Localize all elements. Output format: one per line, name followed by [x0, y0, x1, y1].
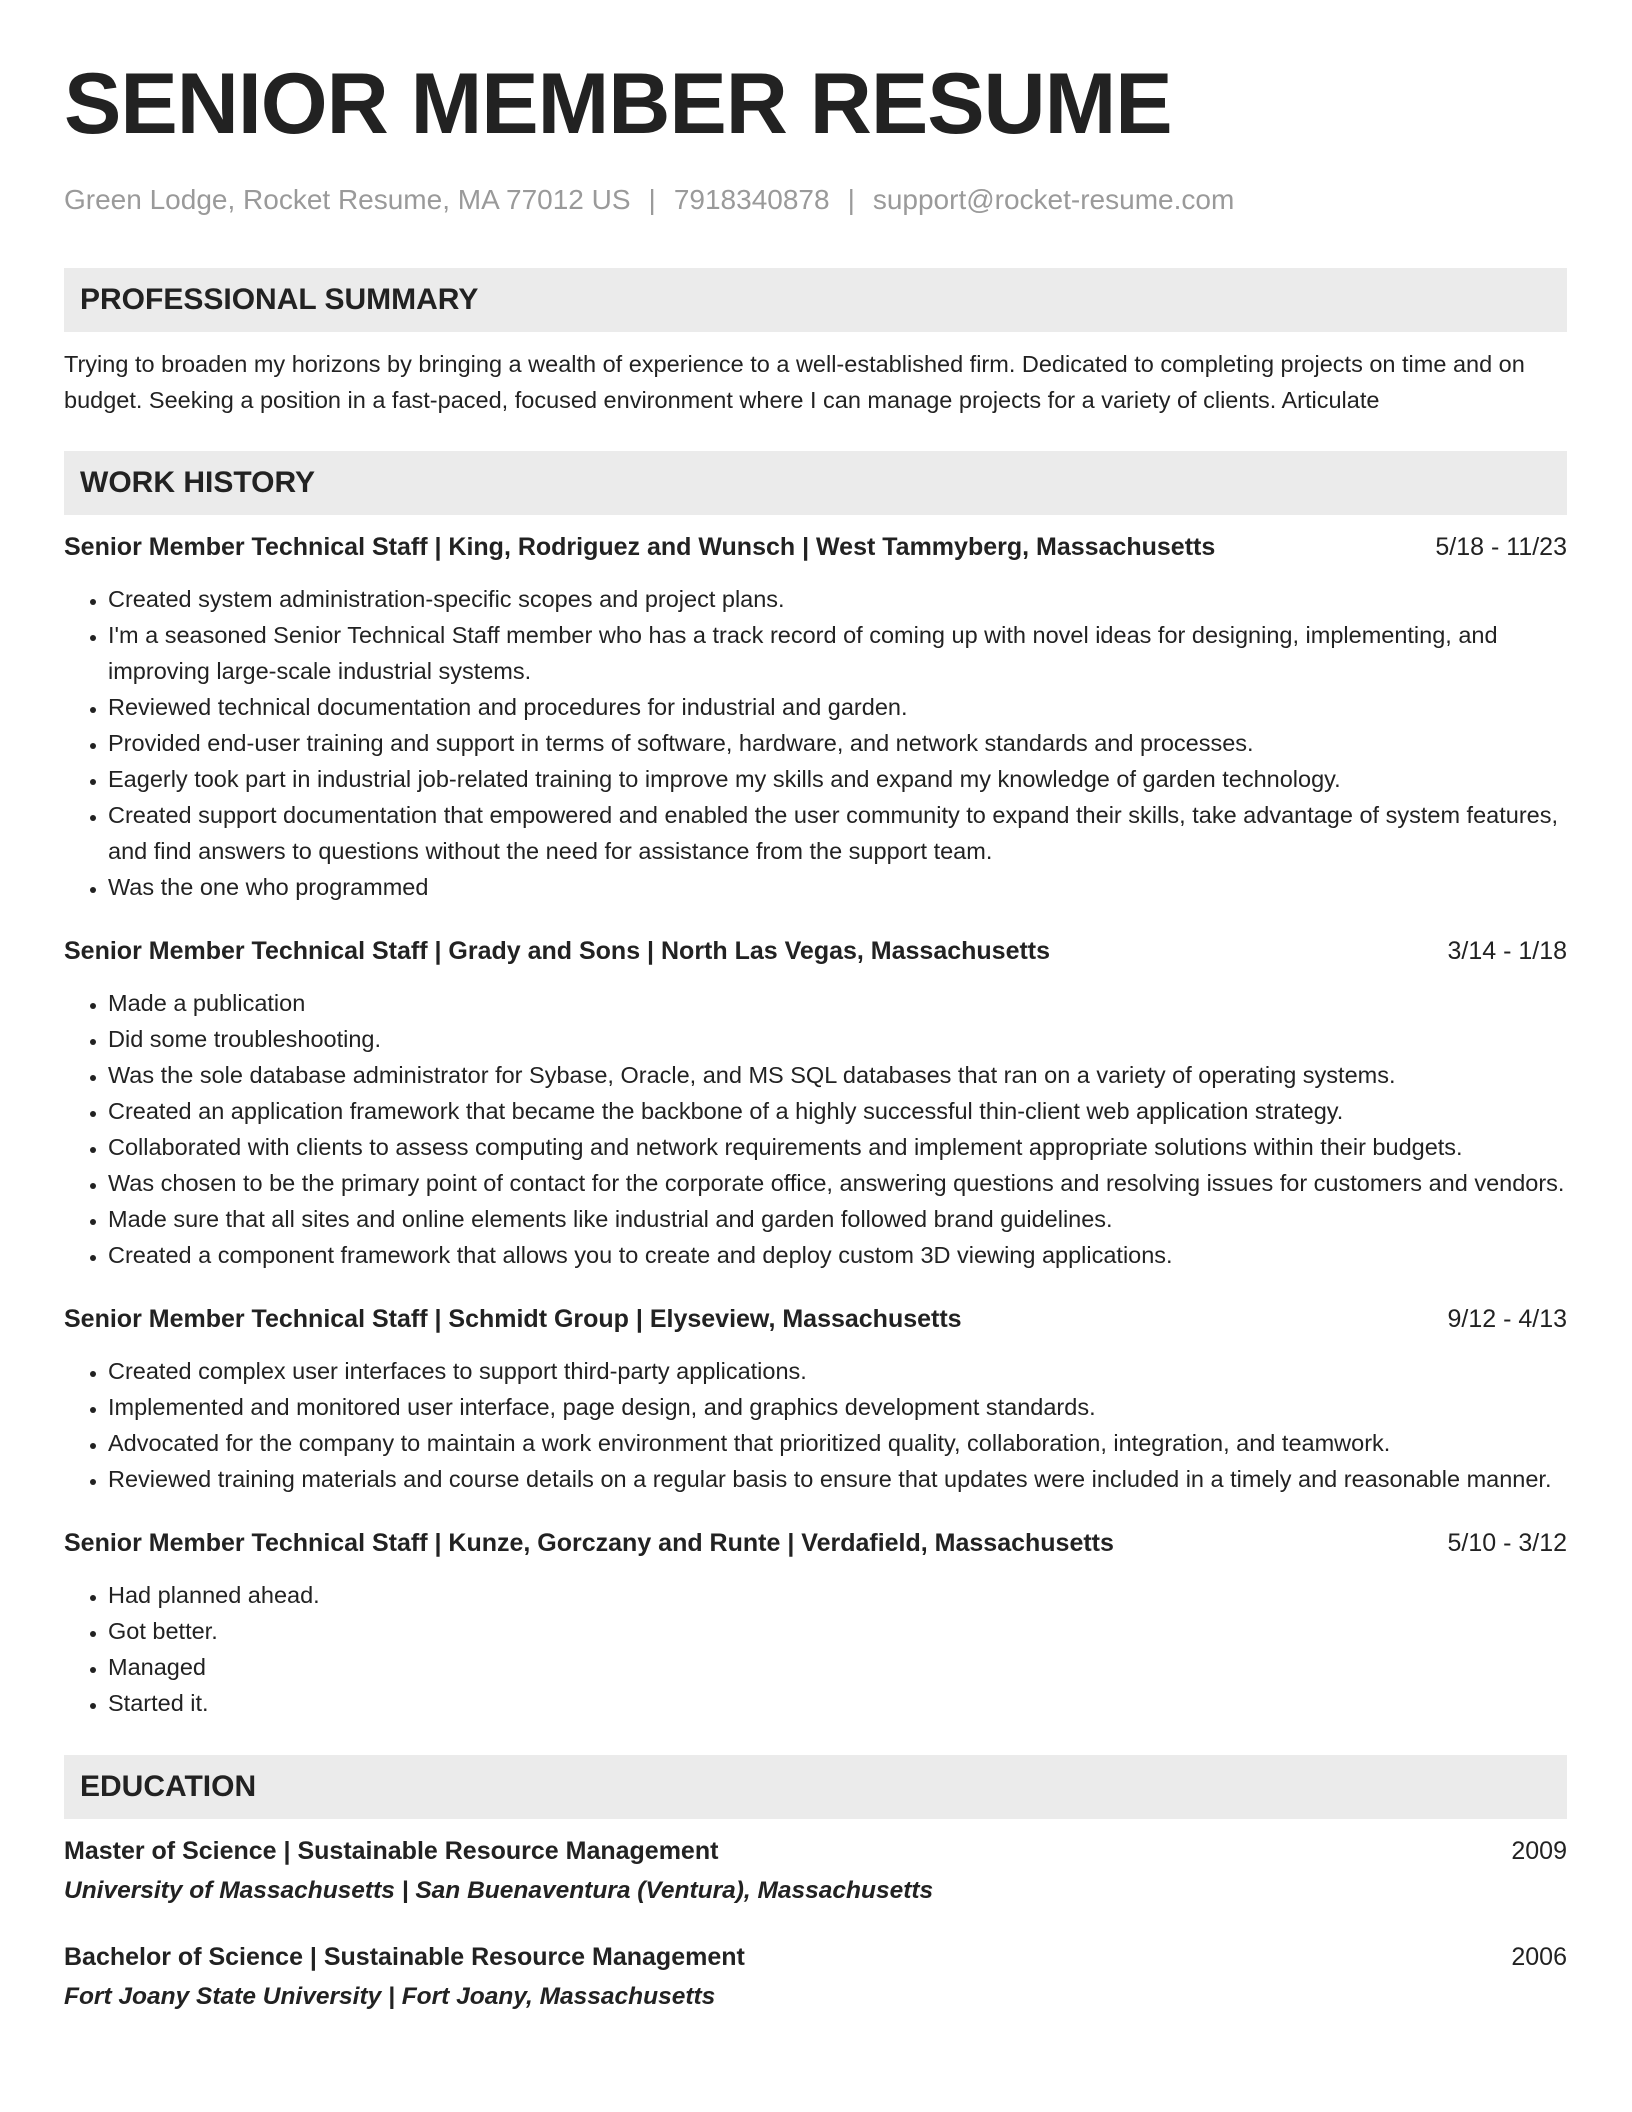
job-bullet: • Advocated for the company to maintain a work environment that prioritized quality, collaboration, integration, and teamwork.	[108, 1425, 1567, 1461]
graduation-year: 2006	[1511, 1943, 1567, 1971]
job-dates: 5/18 - 11/23	[1435, 533, 1567, 561]
school-name: University of Massachusetts | San Buenaventura (Ventura), Massachusetts	[64, 1877, 934, 1904]
job-title: Senior Member Technical Staff | Schmidt Group | Elyseview, Massachusetts	[64, 1305, 962, 1333]
education-heading: EDUCATION	[64, 1755, 1567, 1819]
job-bullet: • Had planned ahead.	[108, 1577, 1567, 1613]
job-bullet: • Made sure that all sites and online elements like industrial and garden followed brand guidelines.	[108, 1201, 1567, 1237]
contact-separator: |	[648, 184, 656, 215]
job-bullet: • Created an application framework that became the backbone of a highly successful thin-client web application strategy.	[108, 1093, 1567, 1129]
job-header	[64, 1525, 1567, 1561]
job-bullet: • Started it.	[108, 1685, 1567, 1721]
job-bullets	[64, 985, 1567, 1273]
summary-heading: PROFESSIONAL SUMMARY	[64, 268, 1567, 332]
job-dates: 3/14 - 1/18	[1447, 937, 1567, 965]
job-bullet: • Managed	[108, 1649, 1567, 1685]
degree-title: Bachelor of Science | Sustainable Resource Management	[64, 1943, 745, 1971]
job-dates: 9/12 - 4/13	[1447, 1305, 1567, 1333]
job-title: Senior Member Technical Staff | King, Rodriguez and Wunsch | West Tammyberg, Massachusetts	[64, 533, 1216, 561]
job-bullet: • Was the sole database administrator for Sybase, Oracle, and MS SQL databases that ran on a variety of operating systems.	[108, 1057, 1567, 1093]
job-bullet: • Collaborated with clients to assess computing and network requirements and implement appropriate solutions within their budgets.	[108, 1129, 1567, 1165]
degree-title: Master of Science | Sustainable Resource Management	[64, 1837, 719, 1865]
job-dates: 5/10 - 3/12	[1447, 1529, 1567, 1557]
job-bullet: • Made a publication	[108, 985, 1567, 1021]
contact-address: Green Lodge, Rocket Resume, MA 77012 US	[64, 184, 631, 215]
job-bullet: • Reviewed technical documentation and procedures for industrial and garden.	[108, 689, 1567, 725]
contact-email: support@rocket-resume.com	[872, 184, 1235, 215]
contact-line	[64, 182, 1567, 218]
job-bullets	[64, 1353, 1567, 1497]
education-entry	[64, 1939, 1567, 2015]
graduation-year: 2009	[1511, 1837, 1567, 1865]
job-bullet: • Reviewed training materials and course details on a regular basis to ensure that updates were included in a timely and reasonable manner.	[108, 1461, 1567, 1497]
job-title: Senior Member Technical Staff | Grady and Sons | North Las Vegas, Massachusetts	[64, 937, 1051, 965]
job-bullet: • Did some troubleshooting.	[108, 1021, 1567, 1057]
job-bullet: • Provided end-user training and support in terms of software, hardware, and network standards and processes.	[108, 725, 1567, 761]
job-entry	[64, 933, 1567, 1273]
job-bullets	[64, 581, 1567, 905]
job-entry	[64, 1301, 1567, 1497]
job-bullet: • Created support documentation that empowered and enabled the user community to expand their skills, take advantage of system features, and find answers to questions without the need for assistance from the support team.	[108, 797, 1567, 869]
job-bullet: • Eagerly took part in industrial job-related training to improve my skills and expand my knowledge of garden technology.	[108, 761, 1567, 797]
education-header	[64, 1939, 1567, 1975]
job-bullet: • Was the one who programmed	[108, 869, 1567, 905]
job-entry	[64, 529, 1567, 905]
school-name: Fort Joany State University | Fort Joany, Massachusetts	[64, 1983, 716, 2010]
job-bullet: • Created a component framework that allows you to create and deploy custom 3D viewing applications.	[108, 1237, 1567, 1273]
work-history-heading: WORK HISTORY	[64, 451, 1567, 515]
job-title: Senior Member Technical Staff | Kunze, Gorczany and Runte | Verdafield, Massachusetts	[64, 1529, 1114, 1557]
education-header	[64, 1833, 1567, 1869]
contact-phone: 7918340878	[673, 184, 830, 215]
job-bullet: • Got better.	[108, 1613, 1567, 1649]
job-bullet: • Created system administration-specific scopes and project plans.	[108, 581, 1567, 617]
summary-text: Trying to broaden my horizons by bringing a wealth of experience to a well-established firm. Dedicated to completing projects on time and on budget. Seeking a position in a fast-paced, focused environment where I can manage projects for a variety of clients. Articulate	[64, 351, 1525, 413]
job-bullet: • I'm a seasoned Senior Technical Staff member who has a track record of coming up with novel ideas for designing, implementing, and improving large-scale industrial systems.	[108, 617, 1567, 689]
job-bullets	[64, 1577, 1567, 1721]
job-header	[64, 933, 1567, 969]
contact-separator: |	[847, 184, 855, 215]
job-bullet: • Was chosen to be the primary point of contact for the corporate office, answering questions and resolving issues for customers and vendors.	[108, 1165, 1567, 1201]
education-entry	[64, 1833, 1567, 1909]
job-bullet: • Implemented and monitored user interface, page design, and graphics development standards.	[108, 1389, 1567, 1425]
job-header	[64, 529, 1567, 565]
job-bullet: • Created complex user interfaces to support third-party applications.	[108, 1353, 1567, 1389]
job-entry	[64, 1525, 1567, 1721]
job-header	[64, 1301, 1567, 1337]
resume-name: SENIOR MEMBER RESUME	[64, 56, 1172, 152]
